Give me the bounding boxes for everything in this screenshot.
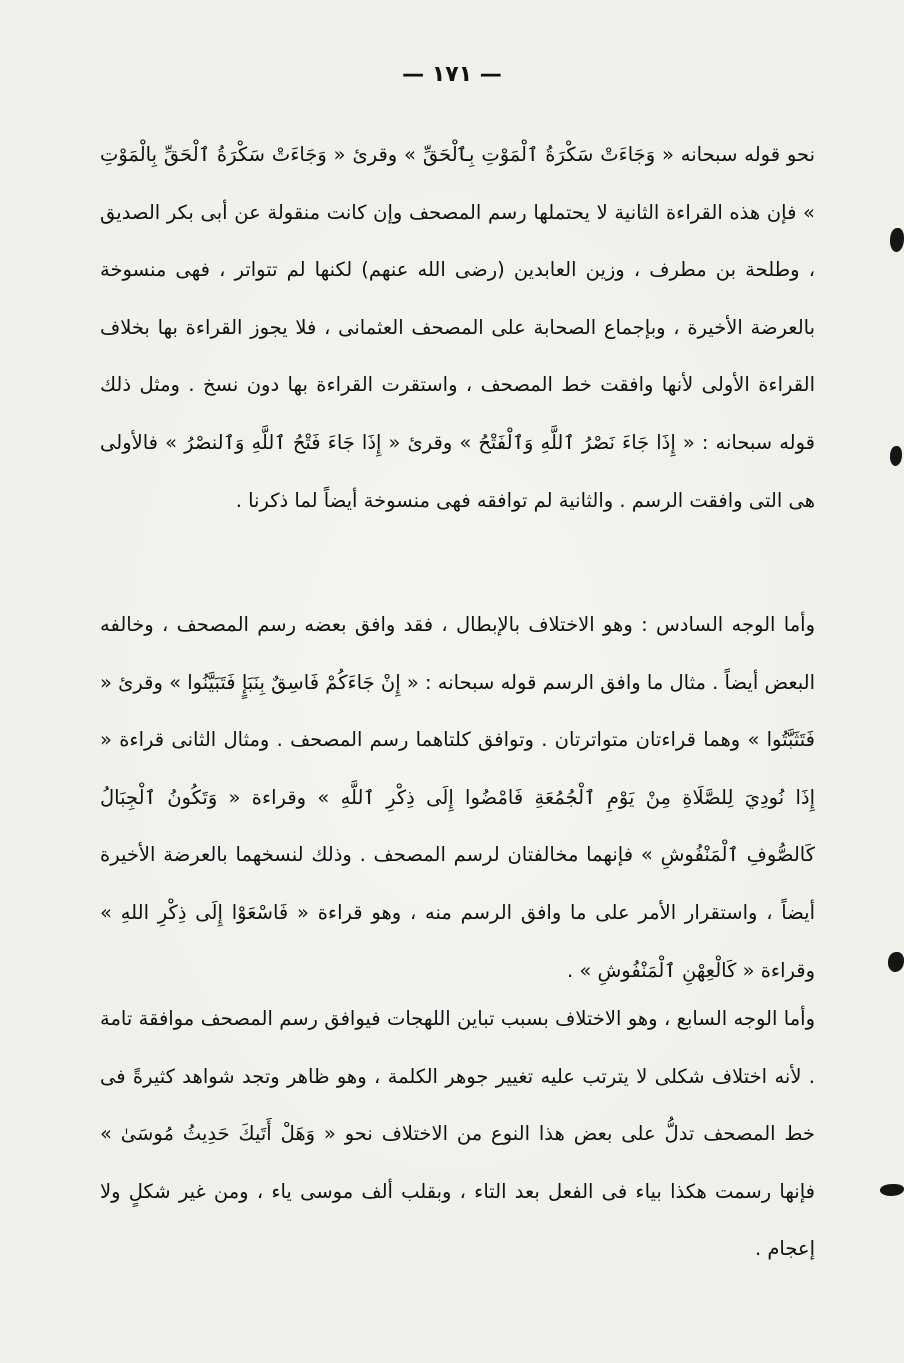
scan-blot	[890, 228, 904, 252]
page-number: — ١٧١ —	[402, 62, 502, 87]
paragraph-text: نحو قوله سبحانه « وَجَاءَتْ سَكْرَةُ ٱلْمَوْتِ بِٱلْحَقِّ » وقرئ « وَجَاءَتْ سَكْرَةُ ٱلْحَقِّ بِالْمَوْتِ » فإن هذه القراءة الثانية لا يحتملها رسم المصحف وإن كانت منقولة عن أبى بكر الصديق ، وطلحة بن مطرف ، وزين العابدين (رضى الله عنهم) لكنها لم تتواتر ، فهى منسوخة بالعرضة الأخيرة ، وبإجماع الصحابة على المصحف العثمانى ، فلا يجوز القراءة بها بخلاف القراءة الأولى لأنها وافقت خط المصحف ، واستقرت القراءة بها دون نسخ . ومثل ذلك قوله سبحانه : « إِذَا جَاءَ نَصْرُ ٱللَّهِ وَٱلْفَتْحُ » وقرئ « إِذَا جَاءَ فَتْحُ ٱللَّهِ وَٱلنصْرُ » فالأولى هى التى وافقت الرسم . والثانية لم توافقه فهى منسوخة أيضاً لما ذكرنا .	[100, 143, 815, 512]
scan-blot	[890, 446, 902, 466]
paragraph-text: وأما الوجه السابع ، وهو الاختلاف بسبب تباين اللهجات فيوافق رسم المصحف موافقة تامة . لأنه اختلاف شكلى لا يترتب عليه تغيير جوهر الكلمة ، وهو ظاهر وتجد شواهد كثيرةً فى خط المصحف تدلُّ على بعض هذا النوع من الاختلاف نحو « وَهَلْ أَتَيكَ حَدِيثُ مُوسَىٰ » فإنها رسمت هكذا بياء فى الفعل بعد التاء ، وبقلب ألف موسى ياء ، ومن غير شكلٍ ولا إعجام .	[100, 1007, 815, 1261]
paragraph-text: وأما الوجه السادس : وهو الاختلاف بالإبطال ، فقد وافق بعضه رسم المصحف ، وخالفه البعض أيضاً . مثال ما وافق الرسم قوله سبحانه : « إِنْ جَاءَكُمْ فَاسِقٌ بِنَبَإٍ فَتَبَيَّنُوا » وقرئ « فَتَثَبَّتُوا » وهما قراءتان متواترتان . وتوافق كلتاهما رسم المصحف . ومثال الثانى قراءة « إِذَا نُودِيَ لِلصَّلَاةِ مِنْ يَوْمِ ٱلْجُمُعَةِ فَامْضُوا إِلَى ذِكْرِ ٱللَّهِ » وقراءة « وَتَكُونُ ٱلْجِبَالُ كَالصُّوفِ ٱلْمَنْفُوشِ » فإنهما مخالفتان لرسم المصحف . وذلك لنسخهما بالعرضة الأخيرة أيضاً ، واستقرار الأمر على ما وافق الرسم منه ، وهو قراءة « فَاسْعَوْا إِلَى ذِكْرِ اللهِ » وقراءة « كَالْعِهْنِ ٱلْمَنْفُوشِ » .	[100, 613, 815, 982]
scan-blot	[888, 952, 904, 972]
paragraph-2	[100, 596, 815, 999]
paragraph-3	[100, 990, 815, 1278]
scan-blot	[880, 1184, 904, 1196]
paragraph-1	[100, 126, 815, 529]
